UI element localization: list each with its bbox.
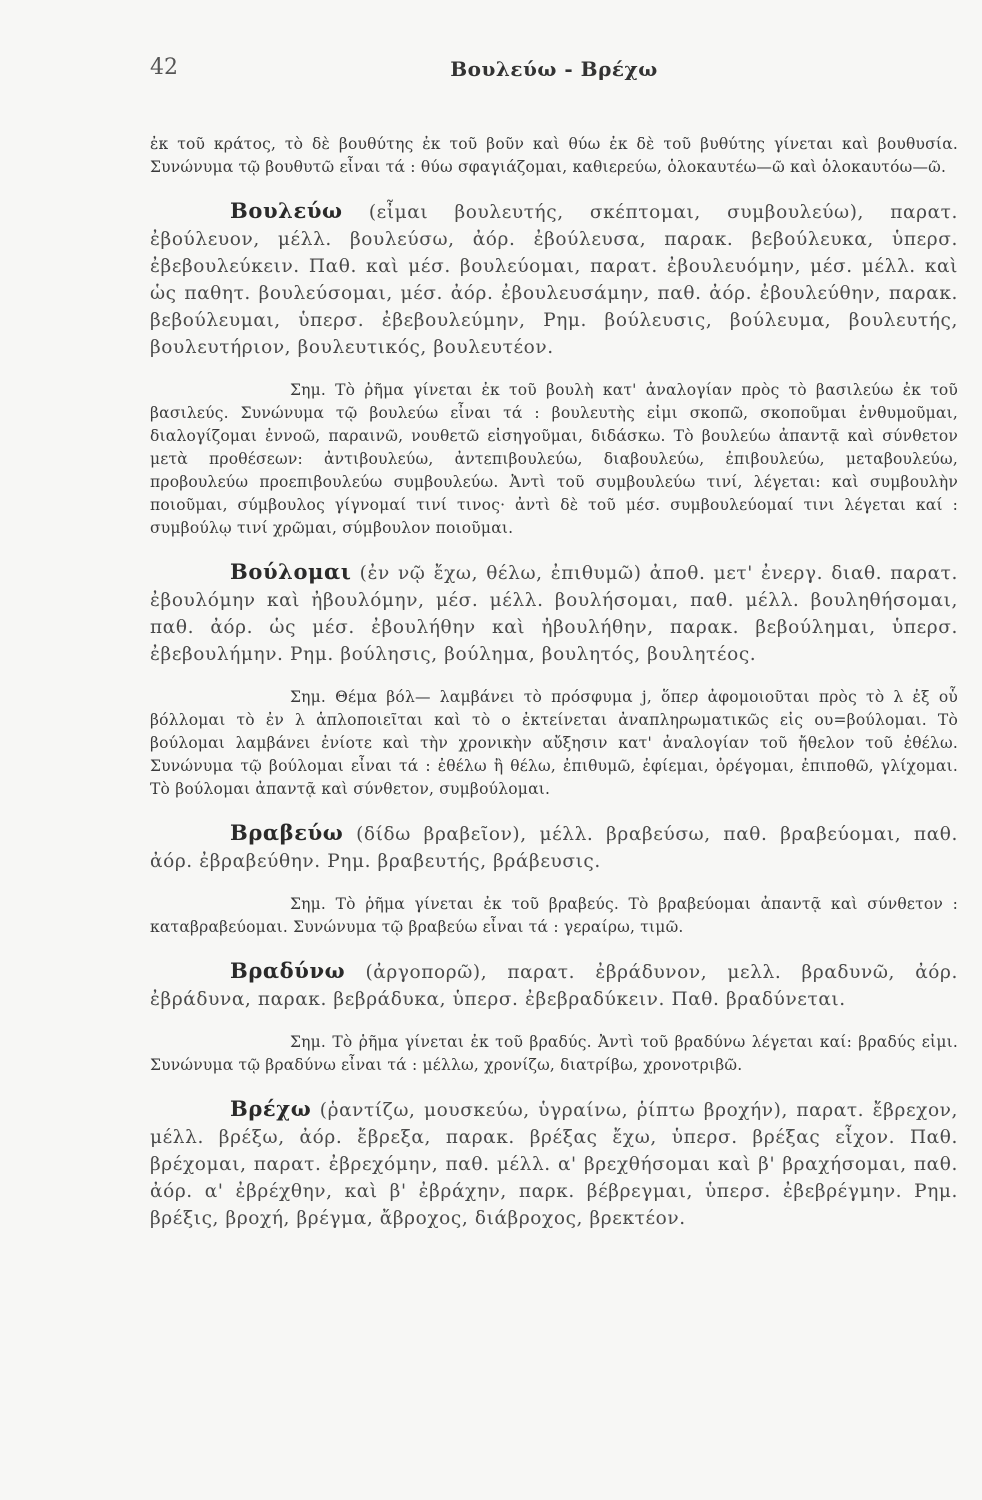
entry-bouleuo bbox=[150, 197, 958, 540]
entry-body: (εἶμαι βουλευτής, σκέπτομαι, συμβουλεύω), παρατ. ἐβούλευον, μέλλ. βουλεύσω, ἀόρ. ἐβούλευσα, παρακ. βεβούλευκα, ὑπερσ. ἐβεβουλεύκειν. Παθ. καὶ μέσ. βουλεύομαι, παρατ. ἐβουλευόμην, μέσ. μέλλ. καὶ ὡς παθητ. βουλεύσομαι, μέσ. ἀόρ. ἐβουλευσάμην, παθ. ἀόρ. ἐβουλεύθην, παρακ. βεβούλευμαι, ὑπερσ. ἐβεβουλεύμην, Ρημ. βούλευσις, βούλευμα, βουλευτής, βουλευτήριον, βουλευτικός, βουλευτέον. bbox=[150, 202, 958, 358]
entry-headword: Βουλεύω bbox=[230, 198, 343, 223]
entry-brabeuo bbox=[150, 819, 958, 939]
intro-paragraph: ἐκ τοῦ κράτος, τὸ δὲ βουθύτης ἐκ τοῦ βοῦν καὶ θύω ἐκ δὲ τοῦ βυθύτης γίνεται καὶ βουθυσία. Συνώνυμα τῷ βουθυτῶ εἶναι τά : θύω σφαγιάζομαι, καθιερεύω, ὁλοκαυτέω—ῶ καὶ ὁλοκαυτόω—ῶ. bbox=[150, 135, 958, 176]
entry-note: Σημ. Τὸ ῥῆμα γίνεται ἐκ τοῦ βουλὴ κατ' ἀναλογίαν πρὸς τὸ βασιλεύω ἐκ τοῦ βασιλεύς. Συνώνυμα τῷ βουλεύω εἶναι τά : βουλευτὴς εἰμι σκοπῶ, σκοποῦμαι ἐνθυμοῦμαι, διαλογίζομαι ἐννοῶ, παραινῶ, νουθετῶ εἰσηγοῦμαι, διδάσκω. Τὸ βουλεύω ἀπαντᾷ καὶ σύνθετον μετὰ προθέσεων: ἀντιβουλεύω, ἀντεπιβουλεύω, διαβουλεύω, ἐπιβουλεύω, μεταβουλεύω, προβουλεύω προεπιβουλεύω συμβουλεύω. Ἀντὶ τοῦ συμβουλεύω τινί, λέγεται: καὶ συμβουλὴν ποιοῦμαι, σύμβουλος γίγνομαί τινί τινος· ἀντὶ δὲ τοῦ μέσ. συμβουλεύομαί τινι λέγεται καί : συμβούλῳ τινί χρῶμαι, σύμβουλον ποιοῦμαι. bbox=[150, 381, 958, 537]
entry-headword: Βραβεύω bbox=[230, 820, 344, 845]
entry-note: Σημ. Τὸ ῥῆμα γίνεται ἐκ τοῦ βραβεύς. Τὸ βραβεύομαι ἀπαντᾷ καὶ σύνθετον : καταβραβεύομαι. Συνώνυμα τῷ βραβεύω εἶναι τά : γεραίρω, τιμῶ. bbox=[150, 895, 958, 936]
running-title: Βουλεύω - Βρέχω bbox=[450, 57, 658, 81]
entry-body: (δίδω βραβεῖον), μέλλ. βραβεύσω, παθ. βραβεύομαι, παθ. ἀόρ. ἐβραβεύθην. Ρημ. βραβευτής, βράβευσις. bbox=[150, 824, 959, 872]
page-header bbox=[150, 55, 958, 95]
page bbox=[150, 55, 958, 1232]
entry-bradyno bbox=[150, 957, 958, 1077]
entry-headword: Βρέχω bbox=[230, 1096, 312, 1121]
entry-headword: Βραδύνω bbox=[230, 958, 346, 983]
entry-note: Σημ. Θέμα βόλ— λαμβάνει τὸ πρόσφυμα j, ὅπερ ἀφομοιοῦται πρὸς τὸ λ ἐξ οὗ βόλλομαι τὸ ἐν λ ἁπλοποιεῖται καὶ τὸ ο ἐκτείνεται ἀναπληρωματικῶς εἰς ου=βούλομαι. Τὸ βούλομαι λαμβάνει ἐνίοτε καὶ τὴν χρονικὴν αὔξησιν κατ' ἀναλογίαν τοῦ ἤθελον τοῦ ἐθέλω. Συνώνυμα τῷ βούλομαι εἶναι τά : ἐθέλω ἢ θέλω, ἐπιθυμῶ, ἐφίεμαι, ὀρέγομαι, ἐπιποθῶ, γλίχομαι. Τὸ βούλομαι ἀπαντᾷ καὶ σύνθετον, συμβούλομαι. bbox=[150, 688, 958, 798]
entry-headword: Βούλομαι bbox=[230, 559, 352, 584]
entry-body: (ἐν νῷ ἔχω, θέλω, ἐπιθυμῶ) ἀποθ. μετ' ἐνεργ. διαθ. παρατ. ἐβουλόμην καὶ ἠβουλόμην, μέσ. μέλλ. βουλήσομαι, παθ. μέλλ. βουληθήσομαι, παθ. ἀόρ. ὡς μέσ. ἐβουλήθην καὶ ἠβουλήθην, παρακ. βεβούλημαι, ὑπερσ. ἐβεβουλήμην. Ρημ. βούλησις, βούλημα, βουλητός, βουλητέος. bbox=[150, 563, 959, 665]
entry-brecho bbox=[150, 1095, 958, 1232]
page-number: 42 bbox=[150, 55, 178, 80]
entry-body: (ῥαντίζω, μουσκεύω, ὑγραίνω, ῥίπτω βροχήν), παρατ. ἔβρεχον, μέλλ. βρέξω, ἀόρ. ἔβρεξα, παρακ. βρέξας ἔχω, ὑπερσ. βρέξας εἶχον. Παθ. βρέχομαι, παρατ. ἐβρεχόμην, παθ. μέλλ. α' βρεχθήσομαι καὶ β' βραχήσομαι, παθ. ἀόρ. α' ἐβρέχθην, καὶ β' ἐβράχην, παρκ. βέβρεγμαι, ὑπερσ. ἐβεβρέγμην. Ρημ. βρέξις, βροχή, βρέγμα, ἄβροχος, διάβροχος, βρεκτέον. bbox=[150, 1100, 959, 1229]
entry-note: Σημ. Τὸ ῥῆμα γίνεται ἐκ τοῦ βραδύς. Ἀντὶ τοῦ βραδύνω λέγεται καί: βραδύς εἰμι. Συνώνυμα τῷ βραδύνω εἶναι τά : μέλλω, χρονίζω, διατρίβω, χρονοτριβῶ. bbox=[150, 1033, 958, 1074]
entry-boulomai bbox=[150, 558, 958, 801]
entry-body: (ἀργοπορῶ), παρατ. ἐβράδυνον, μελλ. βραδυνῶ, ἀόρ. ἐβράδυνα, παρακ. βεβράδυκα, ὑπερσ. ἐβεβραδύκειν. Παθ. βραδύνεται. bbox=[150, 962, 958, 1010]
